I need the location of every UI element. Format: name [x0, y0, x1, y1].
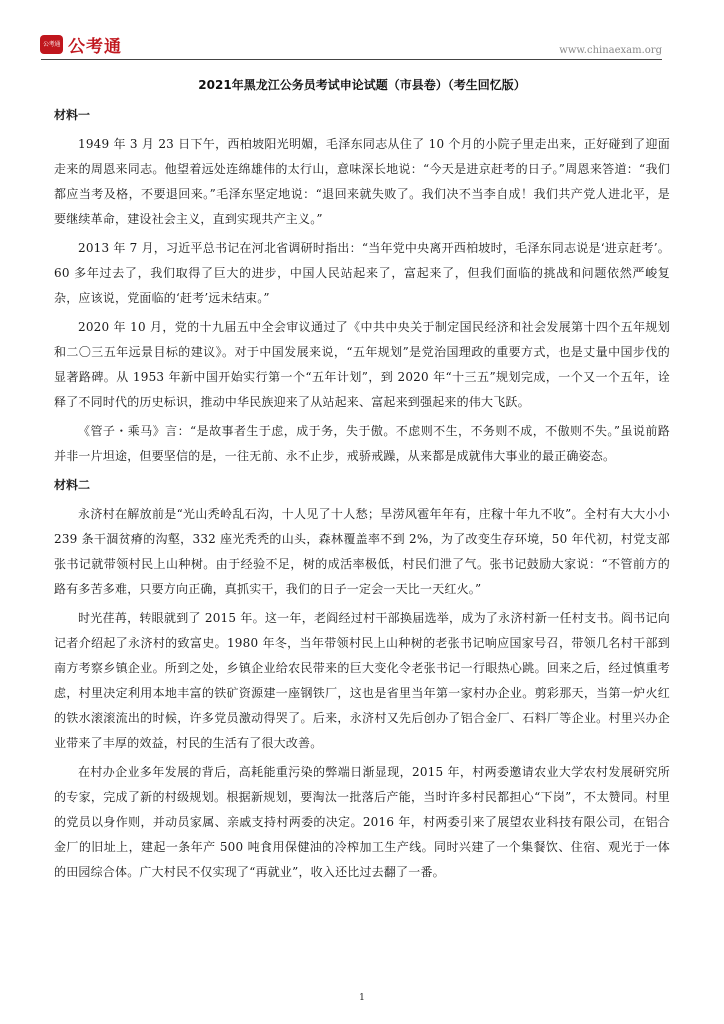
section-heading-material-2: 材料二 [54, 478, 91, 492]
logo-badge: 公考通 [40, 35, 63, 54]
paragraph: 永济村在解放前是“光山秃岭乱石沟，十人见了十人愁；旱涝风雹年年有，庄稼十年九不收”。全村有大大小小 239 条干涸贫瘠的沟壑，332 座光秃秃的山头，森林覆盖率不到 2%，为了改变生存环境，50 年代初，村党支部张书记就带领村民上山种树。由于经验不足，树的成活率极低，村民们泄了气。张书记鼓励大家说：“不管前方的路有多苦多难，只要方向正确，真抓实干，我们的日子一定会一天比一天红火。” [54, 507, 670, 596]
document-body [54, 103, 670, 885]
paragraph: 2013 年 7 月，习近平总书记在河北省调研时指出：“当年党中央离开西柏坡时，毛泽东同志说是‘进京赶考’。60 多年过去了，我们取得了巨大的进步，中国人民站起来了，富起来了，但我们面临的挑战和问题依然严峻复杂，应该说，党面临的‘赶考’远未结束。” [54, 241, 670, 305]
paragraph: 《管子・乘马》言：“是故事者生于虑，成于务，失于傲。不虑则不生，不务则不成，不傲则不失。”虽说前路并非一片坦途，但要坚信的是，一往无前、永不止步，戒骄戒躁，从来都是成就伟大事业的最正确姿态。 [54, 424, 670, 463]
paragraph: 时光荏苒，转眼就到了 2015 年。这一年，老阎经过村干部换届选举，成为了永济村新一任村支书。阎书记向记者介绍起了永济村的致富史。1980 年冬，当年带领村民上山种树的老张书记响应国家号召，带领几名村干部到南方考察乡镇企业。所到之处，乡镇企业给农民带来的巨大变化令老张书记一行眼热心跳。回来之后，经过慎重考虑，村里决定利用本地丰富的铁矿资源建一座钢铁厂，这也是省里当年第一家村办企业。剪彩那天，当第一炉火红的铁水滚滚流出的时候，许多党员激动得哭了。后来，永济村又先后创办了铝合金厂、石料厂等企业。村里兴办企业带来了丰厚的效益，村民的生活有了很大改善。 [54, 611, 670, 750]
header-divider [41, 59, 662, 60]
site-url-link[interactable]: www.chinaexam.org [559, 45, 662, 56]
brand-logo[interactable] [40, 32, 122, 57]
paragraph: 在村办企业多年发展的背后，高耗能重污染的弊端日渐显现，2015 年，村两委邀请农业大学农村发展研究所的专家，完成了新的村级规划。根据新规划，要淘汰一批落后产能，当时许多村民都担心“下岗”，不太赞同。村里的党员以身作则，并动员家属、亲戚支持村两委的决定。2016 年，村两委引来了展望农业科技有限公司，在铝合金厂的旧址上，建起一条年产 500 吨食用保健油的冷榨加工生产线。同时兴建了一个集餐饮、住宿、观光于一体的田园综合体。广大村民不仅实现了“再就业”，收入还比过去翻了一番。 [54, 765, 670, 879]
logo-text: 公考通 [68, 37, 122, 57]
document-title: 2021年黑龙江公务员考试申论试题（市县卷）（考生回忆版） [198, 78, 526, 92]
page-header [40, 30, 684, 58]
paragraph: 2020 年 10 月，党的十九届五中全会审议通过了《中共中央关于制定国民经济和社会发展第十四个五年规划和二〇三五年远景目标的建议》。对于中国发展来说，“五年规划”是党治国理政的重要方式，也是丈量中国步伐的显著路碑。从 1953 年新中国开始实行第一个“五年计划”，到 2020 年“十三五”规划完成，一个又一个五年，诠释了不同时代的历史标识，推动中华民族迎来了从站起来、富起来到强起来的伟大飞跃。 [54, 320, 670, 409]
paragraph: 1949 年 3 月 23 日下午，西柏坡阳光明媚，毛泽东同志从住了 10 个月的小院子里走出来，正好碰到了迎面走来的周恩来同志。他望着远处连绵雄伟的太行山，意味深长地说：“今天是进京赶考的日子。”周恩来答道：“我们都应当考及格，不要退回来。”毛泽东坚定地说：“退回来就失败了。我们决不当李自成！我们共产党人进北平，是要继续革命，建设社会主义，直到实现共产主义。” [54, 137, 670, 226]
page-number: 1 [359, 993, 365, 1003]
section-heading-material-1: 材料一 [54, 108, 91, 122]
